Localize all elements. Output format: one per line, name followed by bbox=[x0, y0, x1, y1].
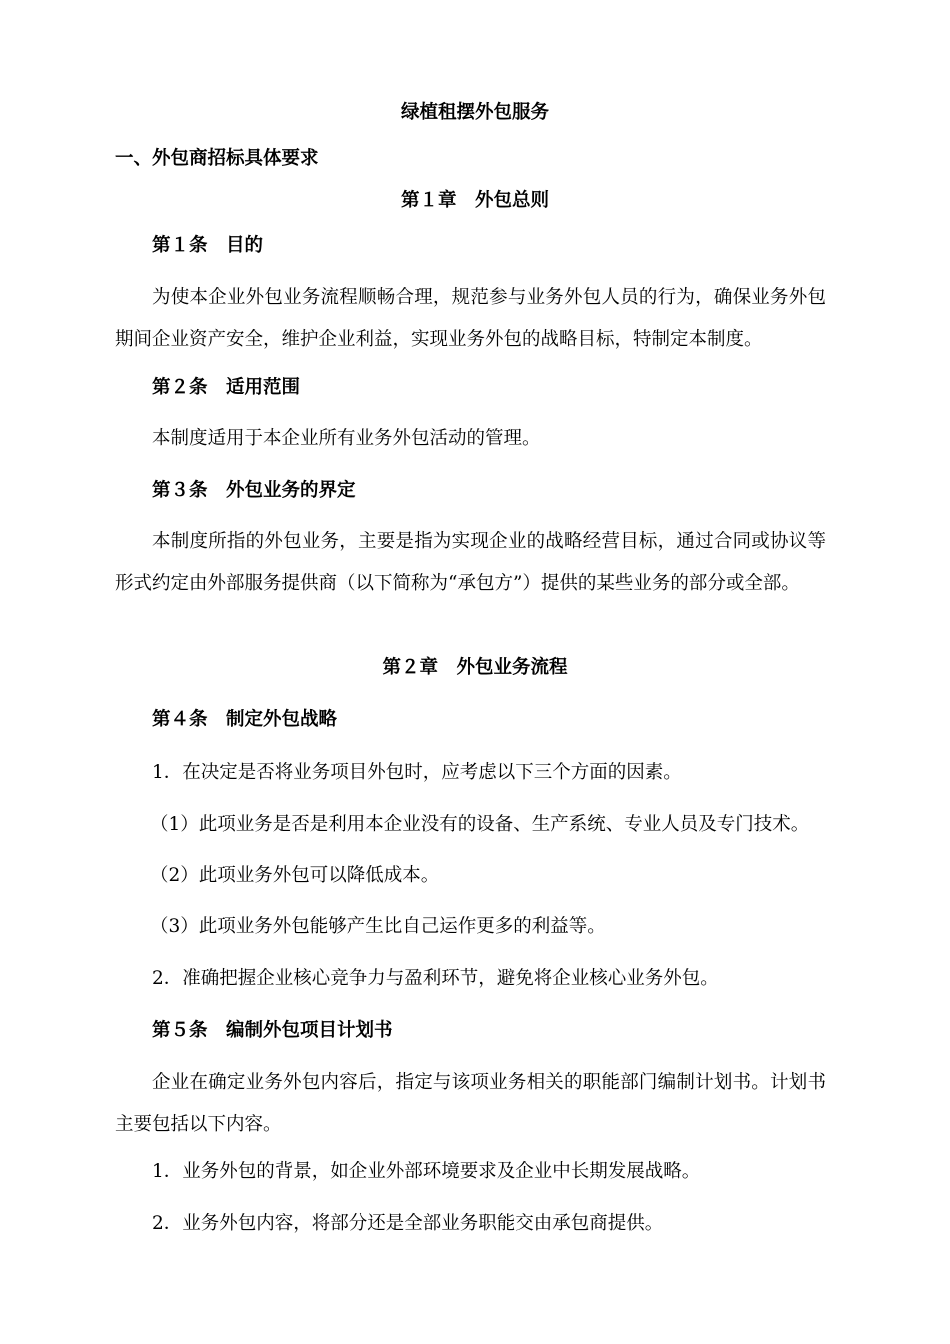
article-paragraph: 企业在确定业务外包内容后，指定与该项业务相关的职能部门编制计划书。计划书主要包括以下内容。 bbox=[115, 1072, 826, 1135]
list-item: 1．业务外包的背景，如企业外部环境要求及企业中长期发展战略。 bbox=[152, 1161, 701, 1182]
list-subitem: （3）此项业务外包能够产生比自己运作更多的利益等。 bbox=[150, 916, 606, 937]
chapter-heading: 第１章 外包总则 bbox=[400, 190, 549, 211]
article-heading: 第２条 适用范围 bbox=[152, 377, 301, 398]
list-subitem: （2）此项业务外包可以降低成本。 bbox=[150, 865, 440, 886]
article-paragraph: 本制度适用于本企业所有业务外包活动的管理。 bbox=[152, 428, 541, 449]
article-paragraph: 本制度所指的外包业务，主要是指为实现企业的战略经营目标，通过合同或协议等形式约定由外部服务提供商（以下简称为“承包方”）提供的某些业务的部分或全部。 bbox=[115, 531, 826, 594]
list-item: 1．在决定是否将业务项目外包时，应考虑以下三个方面的因素。 bbox=[152, 762, 682, 783]
list-item: 2．准确把握企业核心竞争力与盈利环节，避免将企业核心业务外包。 bbox=[152, 968, 719, 989]
document-title: 绿植租摆外包服务 bbox=[400, 102, 549, 123]
article-heading: 第１条 目的 bbox=[152, 235, 264, 256]
chapter-heading: 第２章 外包业务流程 bbox=[382, 657, 568, 678]
article-heading: 第３条 外包业务的界定 bbox=[152, 480, 356, 501]
list-subitem: （1）此项业务是否是利用本企业没有的设备、生产系统、专业人员及专门技术。 bbox=[150, 814, 810, 835]
article-heading: 第５条 编制外包项目计划书 bbox=[152, 1020, 393, 1041]
section-heading: 一、外包商招标具体要求 bbox=[115, 148, 319, 169]
list-item: 2．业务外包内容，将部分还是全部业务职能交由承包商提供。 bbox=[152, 1213, 664, 1234]
article-heading: 第４条 制定外包战略 bbox=[152, 709, 338, 730]
article-paragraph: 为使本企业外包业务流程顺畅合理，规范参与业务外包人员的行为，确保业务外包期间企业资产安全，维护企业利益，实现业务外包的战略目标，特制定本制度。 bbox=[115, 287, 826, 350]
